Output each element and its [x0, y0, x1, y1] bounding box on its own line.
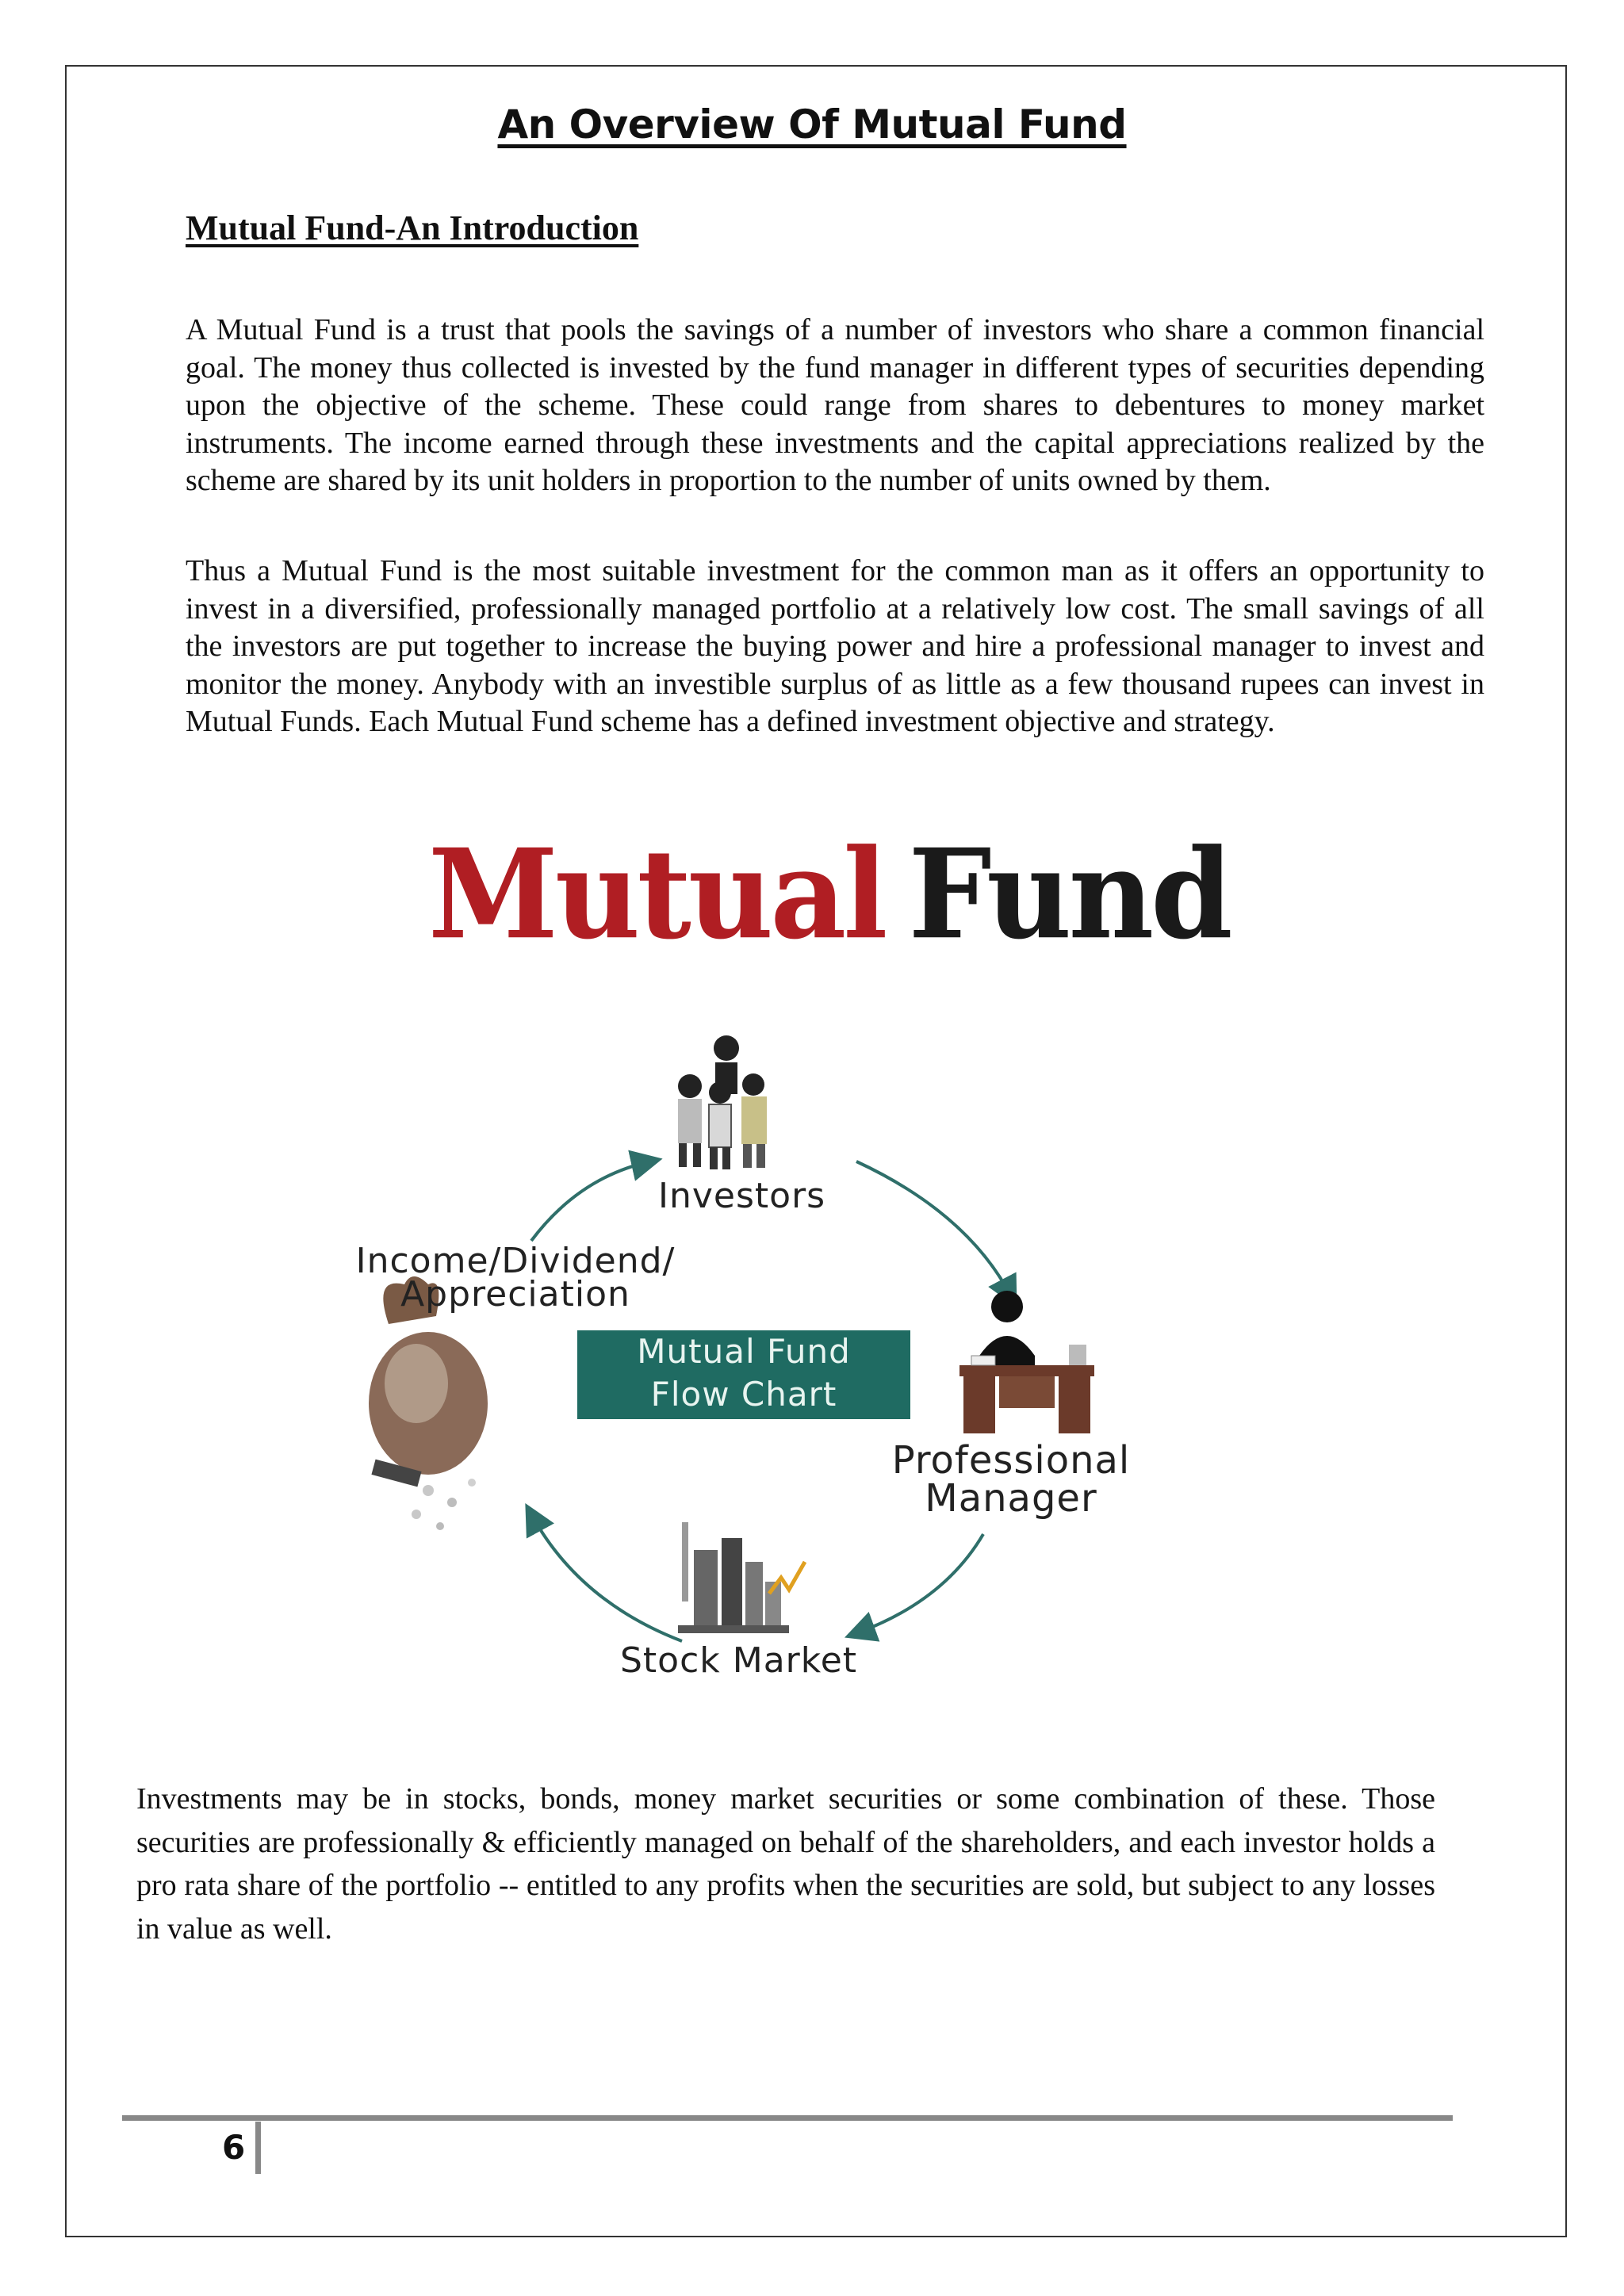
label-income-dividend-appreciation: [341, 1241, 690, 1314]
arrow-investors-to-manager: [856, 1161, 1011, 1296]
label-income-line1: Income/Dividend/: [355, 1241, 676, 1281]
flow-chart-center-box: [577, 1330, 910, 1419]
label-income-line2: Appreciation: [400, 1274, 630, 1314]
section-heading: Mutual Fund-An Introduction: [186, 209, 639, 247]
page-number-divider: [255, 2122, 261, 2174]
arrow-market-to-income: [531, 1514, 682, 1641]
label-manager-line1: Professional: [891, 1438, 1131, 1483]
money-bag-icon: [369, 1276, 488, 1530]
investors-group-icon: [678, 1035, 767, 1169]
arrow-income-to-investors: [531, 1161, 650, 1241]
intro-paragraph-2: Thus a Mutual Fund is the most suitable investment for the common man as it offers an opportunity to invest in a diversified, professionally managed portfolio at a relatively low cost. The small savings of all the investors are put together to increase the buying power and hire a professional manager to invest and monitor the money. Anybody with an investible surplus of as little as a few thousand rupees can invest in Mutual Funds. Each Mutual Fund scheme has a defined investment objective and strategy.: [186, 554, 1484, 738]
label-investors: Investors: [658, 1176, 826, 1216]
intro-paragraph-1: A Mutual Fund is a trust that pools the savings of a number of investors who share a common financial goal. The money thus collected is invested by the fund manager in different types of securities depending upon the objective of the scheme. These could range from shares to debentures to money market instruments. The income earned through these investments and the capital appreciations realized by the scheme are shared by its unit holders in proportion to the number of units owned by them.: [186, 313, 1484, 497]
arrow-manager-to-market: [856, 1534, 983, 1633]
logo-word-mutual: Mutual: [428, 821, 885, 966]
label-stock-market: Stock Market: [620, 1640, 858, 1681]
stock-market-icon: [678, 1522, 805, 1633]
professional-manager-icon: [959, 1291, 1094, 1433]
investments-paragraph: Investments may be in stocks, bonds, money market securities or some combination of these. Those securities are professionally & efficiently managed on behalf of the shareholders, and each investor holds a pro rata share of the portfolio -- entitled to any profits when the securities are sold, but subject to any losses in value as well.: [136, 1782, 1435, 1946]
label-manager-line2: Manager: [925, 1476, 1097, 1521]
page-title: An Overview Of Mutual Fund: [497, 101, 1127, 147]
page-number: 6: [222, 2128, 246, 2167]
footer-rule: [122, 2115, 1453, 2121]
label-professional-manager: [864, 1438, 1158, 1521]
logo-word-fund: Fund: [908, 821, 1230, 966]
mutual-fund-flow-chart-figure: [341, 801, 1230, 1705]
center-box-line1: Mutual Fund: [637, 1332, 851, 1371]
center-box-line2: Flow Chart: [650, 1375, 837, 1414]
